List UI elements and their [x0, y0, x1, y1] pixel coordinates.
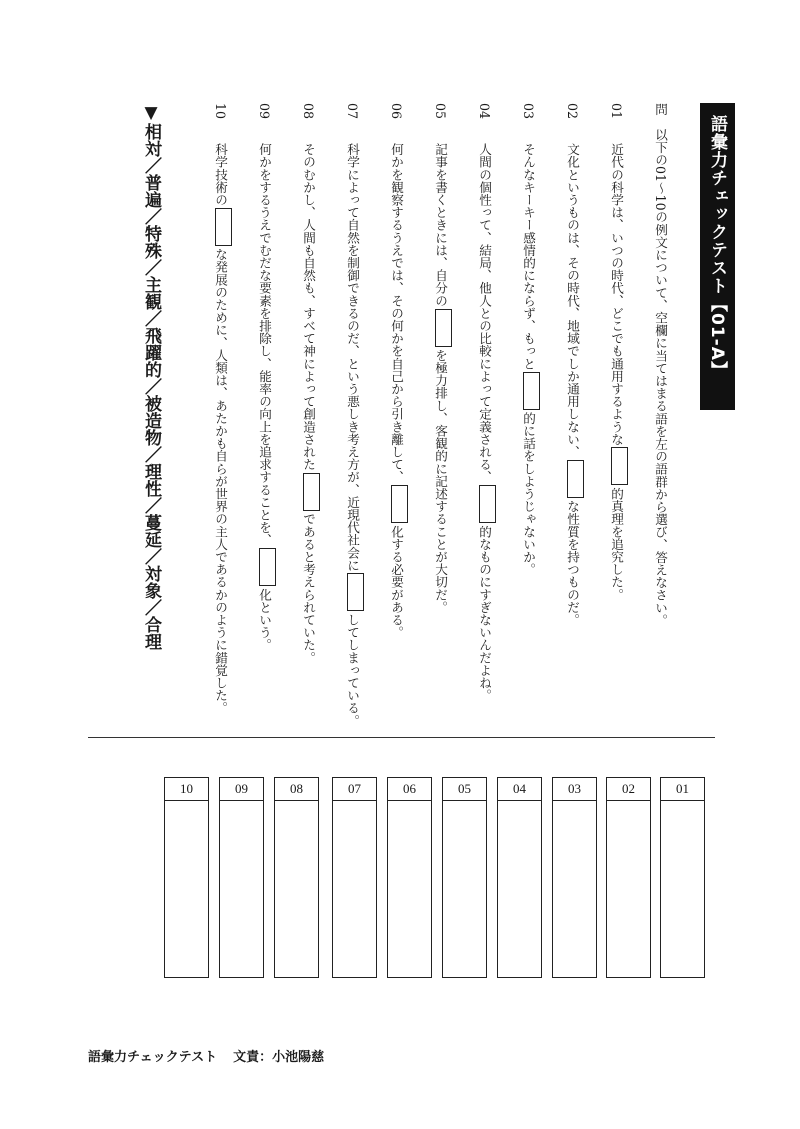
sentence-04: 04人間の個性って、結局、他人との比較によって定義される、的なものにすぎないんだよね。	[476, 103, 496, 702]
answer-box-03[interactable]	[552, 777, 597, 978]
answer-box-09[interactable]	[219, 777, 264, 978]
blank-box	[347, 573, 364, 611]
section-divider	[88, 737, 715, 738]
sentence-number: 06	[389, 103, 404, 120]
footer-author: 文責：小池陽慈	[233, 1050, 325, 1065]
word-choices: ▼相対／普遍／特殊／主観／飛躍的／被造物／理性／蔓延／対象／合理	[141, 103, 161, 650]
question-instruction: 問 以下の01〜10の例文について、空欄に当てはまる語を左の語群から選び、答えなさい。	[653, 103, 668, 627]
answer-box-08[interactable]	[274, 777, 319, 978]
answer-box-05[interactable]	[442, 777, 487, 978]
sentence-number: 03	[521, 103, 536, 120]
sentence-number: 04	[477, 103, 492, 120]
answer-label: 04	[498, 778, 541, 801]
blank-box	[259, 548, 276, 586]
sentence-number: 01	[609, 103, 624, 120]
blank-box	[215, 208, 232, 246]
answer-box-04[interactable]	[497, 777, 542, 978]
sentence-number: 09	[257, 103, 272, 120]
answer-box-06[interactable]	[387, 777, 432, 978]
sentence-09: 09何かをするうえでむだな要素を排除し、能率の向上を追求することを、化という。	[256, 103, 276, 651]
blank-box	[391, 485, 408, 523]
answer-box-01[interactable]	[660, 777, 705, 978]
answer-label: 03	[553, 778, 596, 801]
sentence-number: 08	[301, 103, 316, 120]
answer-box-07[interactable]	[332, 777, 377, 978]
answer-label: 06	[388, 778, 431, 801]
answer-label: 01	[661, 778, 704, 801]
answer-box-02[interactable]	[606, 777, 651, 978]
answer-box-10[interactable]	[164, 777, 209, 978]
test-title: 語彙力チェックテスト【01-A】	[700, 103, 735, 410]
sentence-07: 07科学によって自然を制御できるのだ、という悪しき考え方が、近現代社会にしてしまっている。	[344, 103, 364, 727]
sentence-02: 02文化というものは、その時代、地域でしか通用しない、な性質を持つものだ。	[564, 103, 584, 626]
answer-label: 05	[443, 778, 486, 801]
sentence-number: 02	[565, 103, 580, 120]
answer-label: 08	[275, 778, 318, 801]
sentence-01: 01近代の科学は、いつの時代、どこでも通用するような的真理を追究した。	[608, 103, 628, 601]
sentence-number: 05	[433, 103, 448, 120]
sentence-08: 08そのむかし、人間も自然も、すべて神によって創造されたであると考えられていた。	[300, 103, 320, 664]
sentence-06: 06何かを観察するうえでは、その何かを自己から引き離して、化する必要がある。	[388, 103, 408, 639]
blank-box	[567, 460, 584, 498]
sentence-number: 10	[213, 103, 228, 120]
blank-box	[303, 473, 320, 511]
answer-label: 07	[333, 778, 376, 801]
blank-box	[479, 485, 496, 523]
footer-title: 語彙力チェックテスト	[88, 1050, 218, 1065]
sentence-10: 10科学技術のな発展のために、人類は、あたかも自らが世界の主人であるかのように錯覚した。	[212, 103, 232, 714]
blank-box	[435, 309, 452, 347]
answer-label: 09	[220, 778, 263, 801]
answer-label: 02	[607, 778, 650, 801]
blank-box	[611, 447, 628, 485]
sentence-05: 05記事を書くときには、自分のを極力排し、客観的に記述することが大切だ。	[432, 103, 452, 613]
answer-label: 10	[165, 778, 208, 801]
footer	[88, 1046, 324, 1065]
blank-box	[523, 372, 540, 410]
sentence-03: 03そんなキーキー感情的にならず、もっと的に話をしようじゃないか。	[520, 103, 540, 576]
sentence-number: 07	[345, 103, 360, 120]
